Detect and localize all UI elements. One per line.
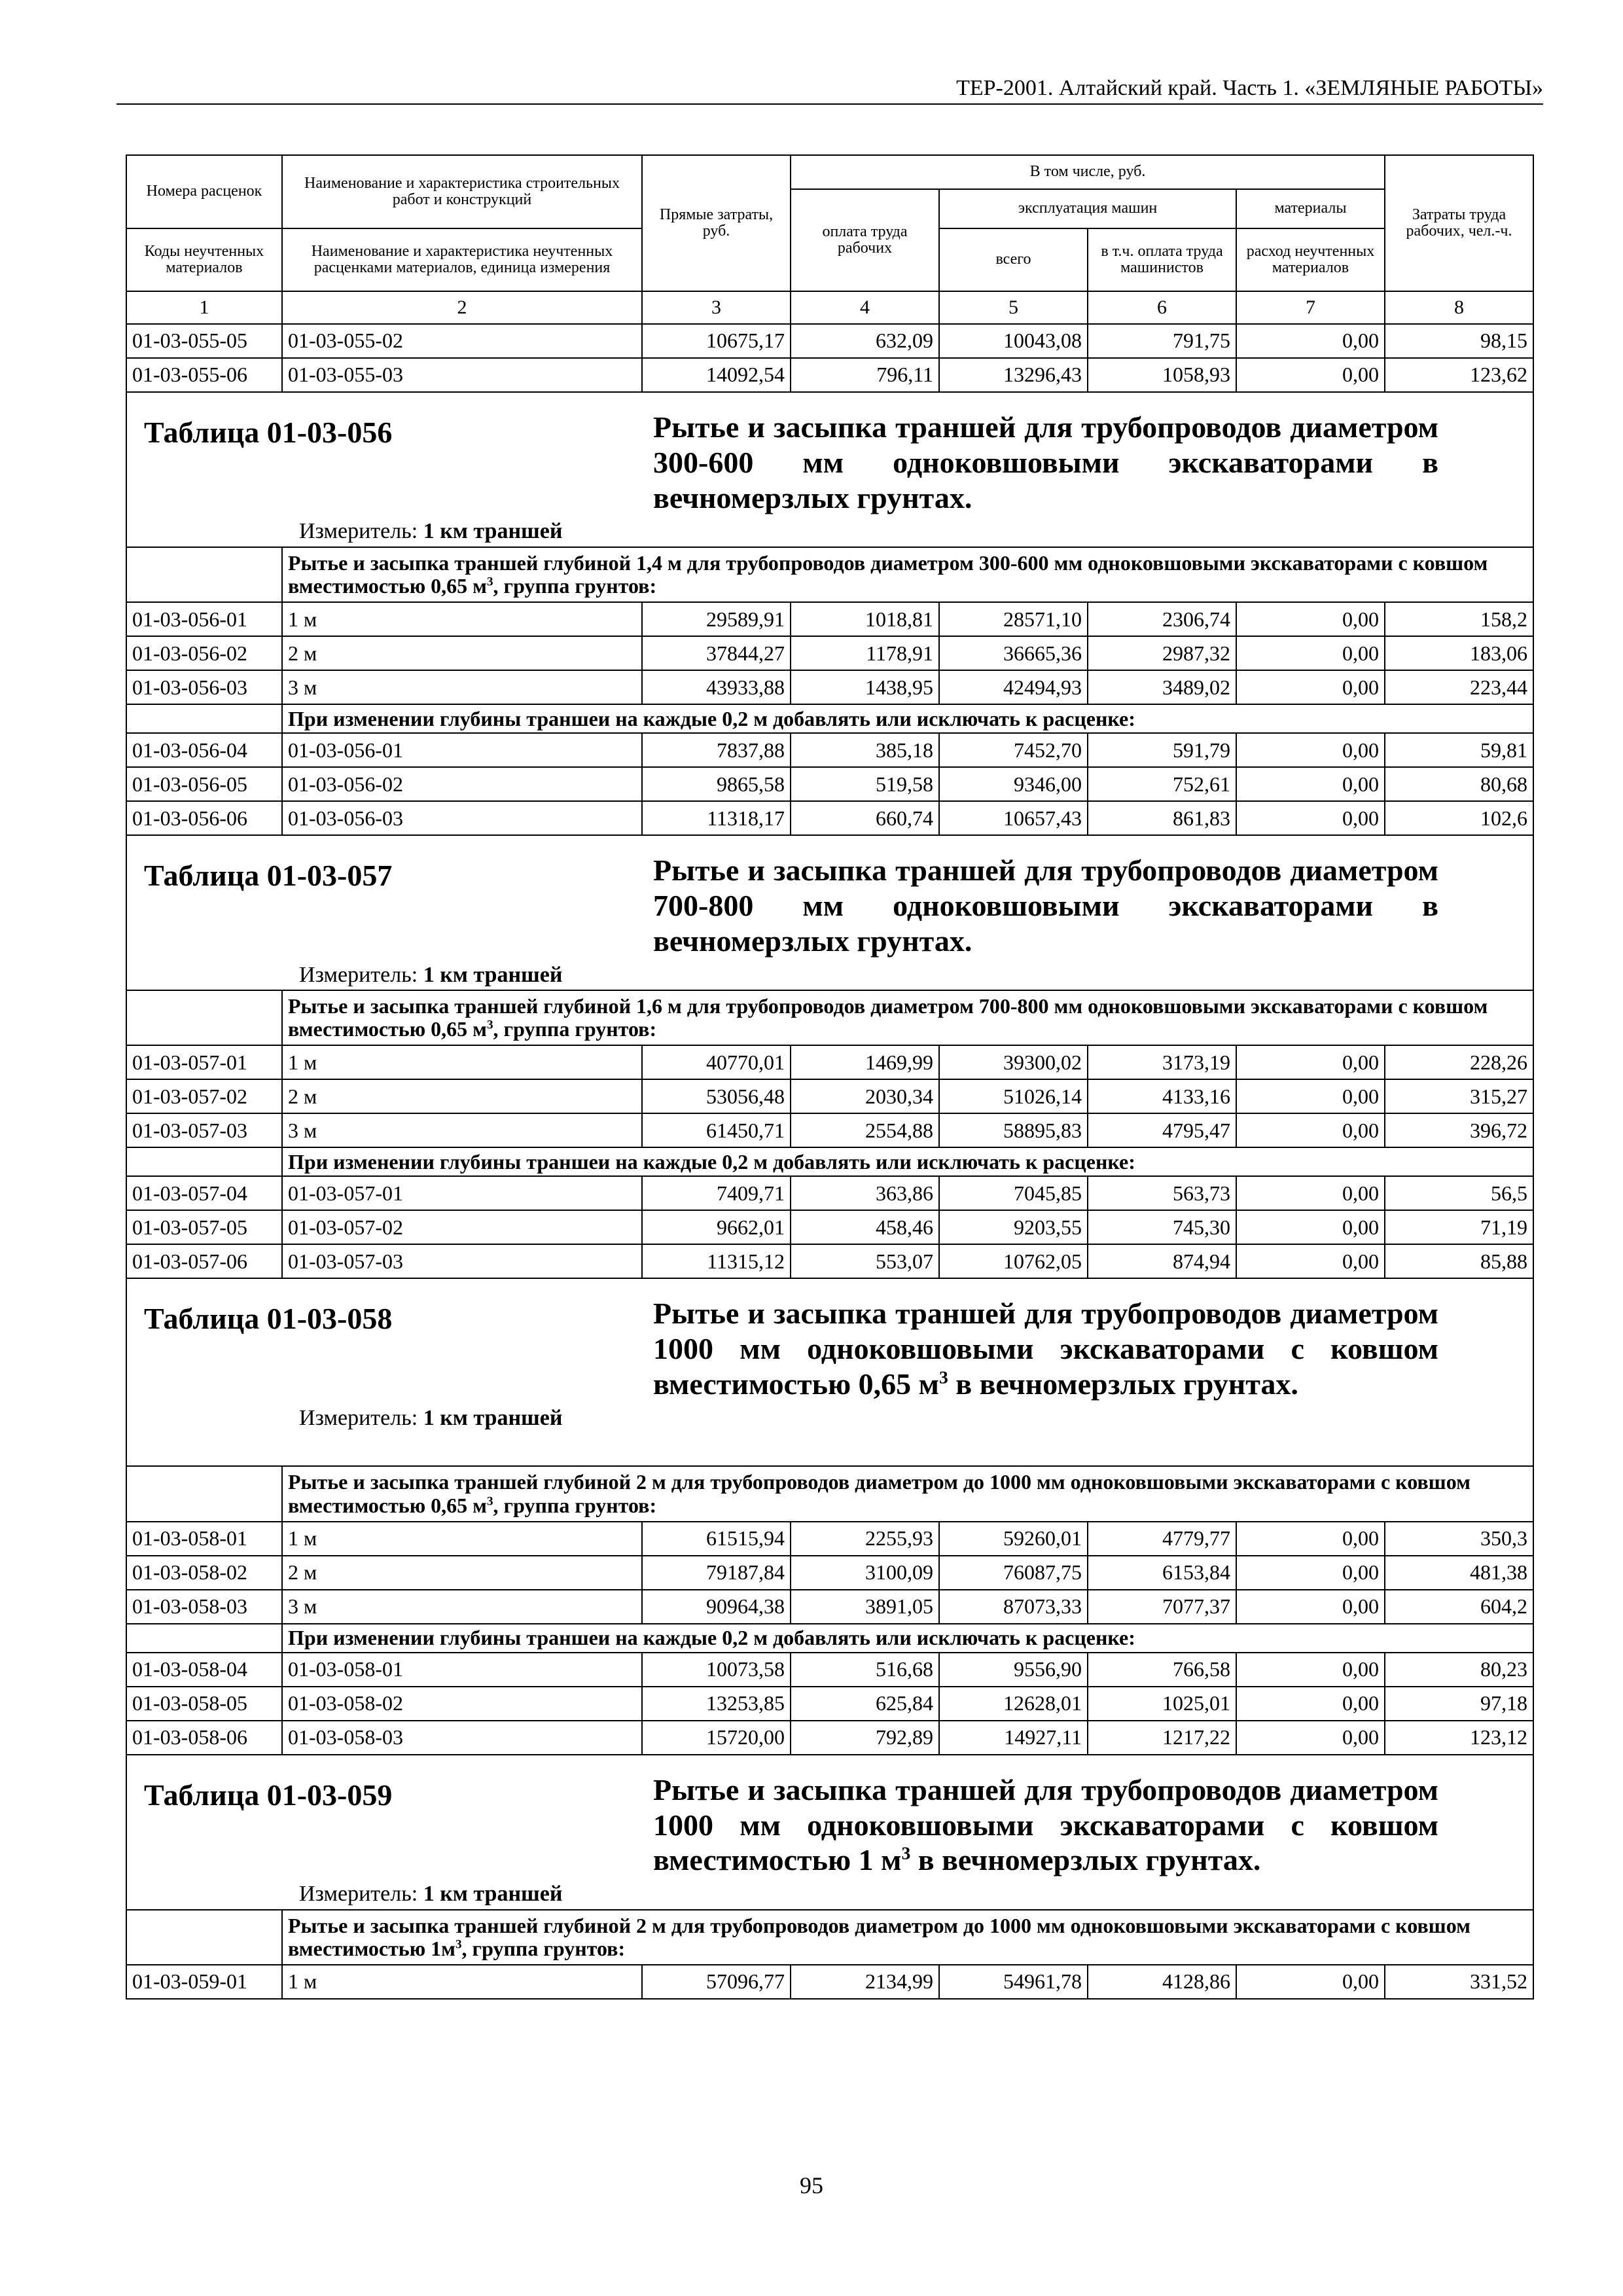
group-spacer xyxy=(126,990,282,1045)
table-cell: 13296,43 xyxy=(939,358,1088,392)
section-header-row xyxy=(126,1755,1533,1910)
table-row xyxy=(126,1687,1533,1721)
measure-line xyxy=(299,1882,1527,1906)
group-row xyxy=(126,990,1533,1045)
section-header xyxy=(126,835,1533,990)
change-row xyxy=(126,704,1533,733)
table-cell: 4779,77 xyxy=(1088,1522,1236,1556)
th-worker-pay: оплата труда рабочих xyxy=(791,189,939,291)
measure-line xyxy=(299,519,1527,543)
table-cell: 563,73 xyxy=(1088,1176,1236,1210)
table-cell: 0,00 xyxy=(1236,1590,1385,1624)
table-cell: 10675,17 xyxy=(642,324,791,358)
table-cell: 01-03-056-03 xyxy=(282,801,642,835)
table-cell: 1018,81 xyxy=(791,602,939,636)
table-cell: 01-03-056-02 xyxy=(126,636,282,670)
table-cell: 385,18 xyxy=(791,733,939,767)
section-title-text: Рытье и засыпка траншей для трубопроводов диаметром 300-600 мм одноковшовыми экскаваторами в вечномерзлых грунтах. xyxy=(653,410,1438,514)
change-note: При изменении глубины траншеи на каждые 0,2 м добавлять или исключать к расценке: xyxy=(282,1624,1533,1653)
change-row xyxy=(126,1624,1533,1653)
table-cell: 10762,05 xyxy=(939,1244,1088,1278)
group-tail: , группа грунтов: xyxy=(461,1936,626,1960)
table-cell: 0,00 xyxy=(1236,1045,1385,1079)
table-cell: 660,74 xyxy=(791,801,939,835)
table-cell: 01-03-057-03 xyxy=(126,1113,282,1147)
measure-value: 1 км траншей xyxy=(423,1405,563,1430)
table-cell: 01-03-057-03 xyxy=(282,1244,642,1278)
group-superscript: 3 xyxy=(455,1937,462,1952)
table-cell: 874,94 xyxy=(1088,1244,1236,1278)
table-cell: 01-03-055-03 xyxy=(282,358,642,392)
table-cell: 0,00 xyxy=(1236,358,1385,392)
table-cell: 228,26 xyxy=(1385,1045,1533,1079)
table-row xyxy=(126,358,1533,392)
table-cell: 3173,19 xyxy=(1088,1045,1236,1079)
group-description xyxy=(282,547,1533,602)
table-cell: 85,88 xyxy=(1385,1244,1533,1278)
table-cell: 766,58 xyxy=(1088,1653,1236,1687)
table-cell: 102,6 xyxy=(1385,801,1533,835)
section-block xyxy=(132,845,1527,987)
measure-line xyxy=(299,963,1527,987)
section-header-row xyxy=(126,835,1533,990)
table-cell: 0,00 xyxy=(1236,602,1385,636)
table-number: Таблица 01-03-056 xyxy=(144,416,393,449)
table-cell: 01-03-056-03 xyxy=(126,670,282,704)
table-cell: 519,58 xyxy=(791,767,939,801)
table-cell: 0,00 xyxy=(1236,1113,1385,1147)
table-cell: 9556,90 xyxy=(939,1653,1088,1687)
table-cell: 331,52 xyxy=(1385,1965,1533,1999)
table-cell: 0,00 xyxy=(1236,1556,1385,1590)
section-block xyxy=(132,1765,1527,1907)
table-cell: 97,18 xyxy=(1385,1687,1533,1721)
table-cell: 01-03-059-01 xyxy=(126,1965,282,1999)
table-cell: 01-03-058-01 xyxy=(282,1653,642,1687)
table-cell: 0,00 xyxy=(1236,1653,1385,1687)
section-block xyxy=(132,1288,1527,1463)
table-cell: 632,09 xyxy=(791,324,939,358)
table-row xyxy=(126,733,1533,767)
table-cell: 40770,01 xyxy=(642,1045,791,1079)
table-cell: 01-03-056-01 xyxy=(126,602,282,636)
measure-value: 1 км траншей xyxy=(423,1882,563,1907)
th-rate-numbers: Номера расценок xyxy=(126,155,282,228)
table-cell: 28571,10 xyxy=(939,602,1088,636)
table-cell: 123,12 xyxy=(1385,1721,1533,1755)
table-cell: 396,72 xyxy=(1385,1113,1533,1147)
table-cell: 0,00 xyxy=(1236,1244,1385,1278)
table-cell: 3 м xyxy=(282,670,642,704)
th-total: всего xyxy=(939,228,1088,291)
table-cell: 123,62 xyxy=(1385,358,1533,392)
table-cell: 01-03-057-01 xyxy=(126,1045,282,1079)
table-cell: 2306,74 xyxy=(1088,602,1236,636)
table-cell: 4133,16 xyxy=(1088,1079,1236,1113)
table-cell: 315,27 xyxy=(1385,1079,1533,1113)
table-cell: 59,81 xyxy=(1385,733,1533,767)
change-row xyxy=(126,1147,1533,1176)
table-cell: 36665,36 xyxy=(939,636,1088,670)
group-spacer xyxy=(126,1466,282,1521)
table-cell: 2030,34 xyxy=(791,1079,939,1113)
table-cell: 76087,75 xyxy=(939,1556,1088,1590)
table-cell: 01-03-055-06 xyxy=(126,358,282,392)
table-cell: 14927,11 xyxy=(939,1721,1088,1755)
table-cell: 7837,88 xyxy=(642,733,791,767)
table-cell: 158,2 xyxy=(1385,602,1533,636)
table-header xyxy=(126,155,1533,324)
table-row xyxy=(126,1556,1533,1590)
table-cell: 13253,85 xyxy=(642,1687,791,1721)
table-row xyxy=(126,324,1533,358)
table-cell: 9346,00 xyxy=(939,767,1088,801)
table-row xyxy=(126,1113,1533,1147)
group-spacer xyxy=(126,1910,282,1965)
table-cell: 98,15 xyxy=(1385,324,1533,358)
group-superscript: 3 xyxy=(486,575,493,589)
table-cell: 458,46 xyxy=(791,1210,939,1244)
table-cell: 39300,02 xyxy=(939,1045,1088,1079)
section-title-tail: в вечномерзлых грунтах. xyxy=(948,1367,1298,1401)
table-cell: 01-03-057-01 xyxy=(282,1176,642,1210)
table-cell: 54961,78 xyxy=(939,1965,1088,1999)
table-cell: 745,30 xyxy=(1088,1210,1236,1244)
document-title: ТЕР-2001. Алтайский край. Часть 1. «ЗЕМЛЯНЫЕ РАБОТЫ» xyxy=(956,76,1543,100)
table-cell: 01-03-058-02 xyxy=(282,1687,642,1721)
th-direct-costs: Прямые затраты, руб. xyxy=(642,155,791,291)
table-cell: 481,38 xyxy=(1385,1556,1533,1590)
col-number: 3 xyxy=(642,291,791,324)
group-text: Рытье и засыпка траншей глубиной 1,6 м для трубопроводов диаметром 700-800 мм одноковшовыми экскаваторами с ковшом вместимостью 0,65 м xyxy=(288,994,1488,1041)
table-cell: 2255,93 xyxy=(791,1522,939,1556)
table-cell: 87073,33 xyxy=(939,1590,1088,1624)
table-cell: 791,75 xyxy=(1088,324,1236,358)
measure-value: 1 км траншей xyxy=(423,962,563,987)
table-cell: 01-03-057-06 xyxy=(126,1244,282,1278)
table-cell: 0,00 xyxy=(1236,1687,1385,1721)
group-superscript: 3 xyxy=(486,1018,493,1032)
group-row xyxy=(126,1466,1533,1521)
table-cell: 71,19 xyxy=(1385,1210,1533,1244)
table-cell: 553,07 xyxy=(791,1244,939,1278)
table-cell: 80,23 xyxy=(1385,1653,1533,1687)
table-cell: 01-03-058-02 xyxy=(126,1556,282,1590)
table-cell: 01-03-058-01 xyxy=(126,1522,282,1556)
section-title-text: Рытье и засыпка траншей для трубопроводов диаметром 1000 мм одноковшовыми экскаваторами с ковшом вместимостью 0,65 м xyxy=(653,1297,1438,1401)
th-labor-costs: Затраты труда рабочих, чел.-ч. xyxy=(1385,155,1533,291)
col-number: 5 xyxy=(939,291,1088,324)
table-cell: 363,86 xyxy=(791,1176,939,1210)
table-row xyxy=(126,1244,1533,1278)
section-title xyxy=(653,1765,1438,1878)
table-cell: 01-03-056-05 xyxy=(126,767,282,801)
table-cell: 1217,22 xyxy=(1088,1721,1236,1755)
table-cell: 1469,99 xyxy=(791,1045,939,1079)
section-title xyxy=(653,1288,1438,1401)
group-spacer xyxy=(126,547,282,602)
table-cell: 752,61 xyxy=(1088,767,1236,801)
th-unaccounted-codes: Коды неучтенных материалов xyxy=(126,228,282,291)
group-text: Рытье и засыпка траншей глубиной 2 м для трубопроводов диаметром до 1000 мм одноковшовыми экскаваторами с ковшом вместимостью 1м xyxy=(288,1913,1471,1960)
group-text: Рытье и засыпка траншей глубиной 2 м для трубопроводов диаметром до 1000 мм одноковшовыми экскаваторами с ковшом вместимостью 0,65 м xyxy=(288,1470,1471,1517)
th-including: В том числе, руб. xyxy=(791,155,1385,189)
table-cell: 12628,01 xyxy=(939,1687,1088,1721)
table-cell: 4128,86 xyxy=(1088,1965,1236,1999)
table-row xyxy=(126,1079,1533,1113)
table-cell: 01-03-058-05 xyxy=(126,1687,282,1721)
table-cell: 1 м xyxy=(282,1045,642,1079)
section-title-superscript: 3 xyxy=(901,1843,911,1864)
table-cell: 7077,37 xyxy=(1088,1590,1236,1624)
table-row xyxy=(126,1965,1533,1999)
table-cell: 0,00 xyxy=(1236,670,1385,704)
table-cell: 2 м xyxy=(282,1556,642,1590)
table-cell: 7045,85 xyxy=(939,1176,1088,1210)
table-cell: 01-03-058-04 xyxy=(126,1653,282,1687)
table-cell: 1 м xyxy=(282,1965,642,1999)
section-title xyxy=(653,845,1438,958)
table-cell: 61450,71 xyxy=(642,1113,791,1147)
table-cell: 01-03-058-06 xyxy=(126,1721,282,1755)
table-cell: 01-03-056-04 xyxy=(126,733,282,767)
table-cell: 3891,05 xyxy=(791,1590,939,1624)
measure-line xyxy=(299,1406,1527,1430)
table-cell: 37844,27 xyxy=(642,636,791,670)
table-cell: 1 м xyxy=(282,1522,642,1556)
table-cell: 01-03-056-06 xyxy=(126,801,282,835)
table-cell: 01-03-058-03 xyxy=(126,1590,282,1624)
table-cell: 0,00 xyxy=(1236,1721,1385,1755)
table-cell: 9865,58 xyxy=(642,767,791,801)
table-cell: 0,00 xyxy=(1236,1176,1385,1210)
group-superscript: 3 xyxy=(486,1494,493,1508)
section-title-text: Рытье и засыпка траншей для трубопроводов диаметром 1000 мм одноковшовыми экскаваторами с ковшом вместимостью 1 м xyxy=(653,1772,1438,1877)
table-cell: 0,00 xyxy=(1236,801,1385,835)
table-cell: 01-03-055-02 xyxy=(282,324,642,358)
table-cell: 796,11 xyxy=(791,358,939,392)
table-cell: 01-03-056-01 xyxy=(282,733,642,767)
table-cell: 2987,32 xyxy=(1088,636,1236,670)
table-row xyxy=(126,767,1533,801)
table-cell: 01-03-055-05 xyxy=(126,324,282,358)
group-row xyxy=(126,1910,1533,1965)
table-cell: 3 м xyxy=(282,1113,642,1147)
col-number: 6 xyxy=(1088,291,1236,324)
table-cell: 0,00 xyxy=(1236,733,1385,767)
group-text: Рытье и засыпка траншей глубиной 1,4 м для трубопроводов диаметром 300-600 мм одноковшовыми экскаваторами с ковшом вместимостью 0,65 м xyxy=(288,550,1488,598)
table-cell: 7452,70 xyxy=(939,733,1088,767)
table-cell: 0,00 xyxy=(1236,1079,1385,1113)
section-title-text: Рытье и засыпка траншей для трубопроводов диаметром 700-800 мм одноковшовыми экскаваторами в вечномерзлых грунтах. xyxy=(653,853,1438,958)
table-cell: 80,68 xyxy=(1385,767,1533,801)
table-row xyxy=(126,1522,1533,1556)
table-row xyxy=(126,1653,1533,1687)
col-number: 7 xyxy=(1236,291,1385,324)
table-number: Таблица 01-03-058 xyxy=(144,1302,393,1336)
table-cell: 90964,38 xyxy=(642,1590,791,1624)
table-cell: 01-03-056-02 xyxy=(282,767,642,801)
table-cell: 2134,99 xyxy=(791,1965,939,1999)
table-cell: 516,68 xyxy=(791,1653,939,1687)
table-cell: 591,79 xyxy=(1088,733,1236,767)
section-header xyxy=(126,392,1533,547)
col-number: 1 xyxy=(126,291,282,324)
table-cell: 604,2 xyxy=(1385,1590,1533,1624)
table-row xyxy=(126,670,1533,704)
th-machine-operation: эксплуатация машин xyxy=(939,189,1236,228)
section-title xyxy=(653,402,1438,515)
table-cell: 350,3 xyxy=(1385,1522,1533,1556)
table-cell: 57096,77 xyxy=(642,1965,791,1999)
table-cell: 59260,01 xyxy=(939,1522,1088,1556)
table-cell: 10657,43 xyxy=(939,801,1088,835)
table-row xyxy=(126,602,1533,636)
running-header xyxy=(116,71,1543,105)
rates-table xyxy=(126,154,1534,2000)
section-header-row xyxy=(126,392,1533,547)
table-cell: 10073,58 xyxy=(642,1653,791,1687)
table-cell: 0,00 xyxy=(1236,1210,1385,1244)
table-number: Таблица 01-03-057 xyxy=(144,859,393,893)
group-tail: , группа грунтов: xyxy=(493,574,657,598)
table-cell: 9203,55 xyxy=(939,1210,1088,1244)
table-cell: 792,89 xyxy=(791,1721,939,1755)
table-cell: 01-03-057-02 xyxy=(282,1210,642,1244)
th-materials: материалы xyxy=(1236,189,1385,228)
table-cell: 3489,02 xyxy=(1088,670,1236,704)
group-tail: , группа грунтов: xyxy=(493,1493,657,1517)
table-cell: 3 м xyxy=(282,1590,642,1624)
table-cell: 42494,93 xyxy=(939,670,1088,704)
page-number: 95 xyxy=(800,2172,823,2198)
table-cell: 223,44 xyxy=(1385,670,1533,704)
table-cell: 14092,54 xyxy=(642,358,791,392)
section-title-superscript: 3 xyxy=(938,1367,948,1388)
table-cell: 11315,12 xyxy=(642,1244,791,1278)
table-cell: 1 м xyxy=(282,602,642,636)
table-cell: 861,83 xyxy=(1088,801,1236,835)
measure-label: Измеритель: xyxy=(299,962,418,987)
table-cell: 79187,84 xyxy=(642,1556,791,1590)
group-description xyxy=(282,1910,1533,1965)
th-work-name: Наименование и характеристика строительных работ и конструкций xyxy=(282,155,642,228)
change-note: При изменении глубины траншеи на каждые 0,2 м добавлять или исключать к расценке: xyxy=(282,704,1533,733)
table-cell: 1178,91 xyxy=(791,636,939,670)
table-number: Таблица 01-03-059 xyxy=(144,1778,393,1812)
table-row xyxy=(126,636,1533,670)
group-row xyxy=(126,547,1533,602)
section-header xyxy=(126,1278,1533,1466)
table-cell: 2 м xyxy=(282,636,642,670)
group-description xyxy=(282,990,1533,1045)
table-cell: 183,06 xyxy=(1385,636,1533,670)
change-spacer xyxy=(126,1624,282,1653)
change-spacer xyxy=(126,704,282,733)
table-cell: 1058,93 xyxy=(1088,358,1236,392)
table-cell: 9662,01 xyxy=(642,1210,791,1244)
table-cell: 4795,47 xyxy=(1088,1113,1236,1147)
measure-label: Измеритель: xyxy=(299,1405,418,1430)
group-tail: , группа грунтов: xyxy=(493,1017,657,1041)
col-number: 8 xyxy=(1385,291,1533,324)
table-cell: 625,84 xyxy=(791,1687,939,1721)
table-row xyxy=(126,1210,1533,1244)
col-number: 4 xyxy=(791,291,939,324)
table-cell: 2 м xyxy=(282,1079,642,1113)
table-cell: 10043,08 xyxy=(939,324,1088,358)
measure-label: Измеритель: xyxy=(299,1882,418,1907)
table-cell: 1025,01 xyxy=(1088,1687,1236,1721)
table-cell: 0,00 xyxy=(1236,1965,1385,1999)
th-unaccounted-names: Наименование и характеристика неучтенных расценками материалов, единица измерения xyxy=(282,228,642,291)
table-cell: 29589,91 xyxy=(642,602,791,636)
group-description xyxy=(282,1466,1533,1521)
table-cell: 3100,09 xyxy=(791,1556,939,1590)
table-row xyxy=(126,1590,1533,1624)
table-cell: 01-03-058-03 xyxy=(282,1721,642,1755)
measure-value: 1 км траншей xyxy=(423,519,563,544)
table-row xyxy=(126,1176,1533,1210)
table-row xyxy=(126,1721,1533,1755)
table-cell: 01-03-057-04 xyxy=(126,1176,282,1210)
table-row xyxy=(126,1045,1533,1079)
table-cell: 1438,95 xyxy=(791,670,939,704)
table-cell: 0,00 xyxy=(1236,636,1385,670)
table-cell: 0,00 xyxy=(1236,1522,1385,1556)
table-cell: 61515,94 xyxy=(642,1522,791,1556)
table-cell: 53056,48 xyxy=(642,1079,791,1113)
section-title-tail: в вечномерзлых грунтах. xyxy=(910,1843,1261,1877)
measure-label: Измеритель: xyxy=(299,519,418,544)
table-cell: 0,00 xyxy=(1236,324,1385,358)
table-cell: 7409,71 xyxy=(642,1176,791,1210)
section-header-row xyxy=(126,1278,1533,1466)
table-cell: 15720,00 xyxy=(642,1721,791,1755)
change-note: При изменении глубины траншеи на каждые 0,2 м добавлять или исключать к расценке: xyxy=(282,1147,1533,1176)
table-row xyxy=(126,801,1533,835)
table-cell: 56,5 xyxy=(1385,1176,1533,1210)
table-cell: 01-03-057-05 xyxy=(126,1210,282,1244)
th-unaccounted-consumption: расход неучтенных материалов xyxy=(1236,228,1385,291)
table-cell: 43933,88 xyxy=(642,670,791,704)
table-cell: 2554,88 xyxy=(791,1113,939,1147)
table-cell: 6153,84 xyxy=(1088,1556,1236,1590)
section-header xyxy=(126,1755,1533,1910)
col-number: 2 xyxy=(282,291,642,324)
section-block xyxy=(132,402,1527,544)
table-cell: 58895,83 xyxy=(939,1113,1088,1147)
table-cell: 01-03-057-02 xyxy=(126,1079,282,1113)
th-machinist-pay: в т.ч. оплата труда машинистов xyxy=(1088,228,1236,291)
table-cell: 0,00 xyxy=(1236,767,1385,801)
change-spacer xyxy=(126,1147,282,1176)
table-cell: 11318,17 xyxy=(642,801,791,835)
table-cell: 51026,14 xyxy=(939,1079,1088,1113)
